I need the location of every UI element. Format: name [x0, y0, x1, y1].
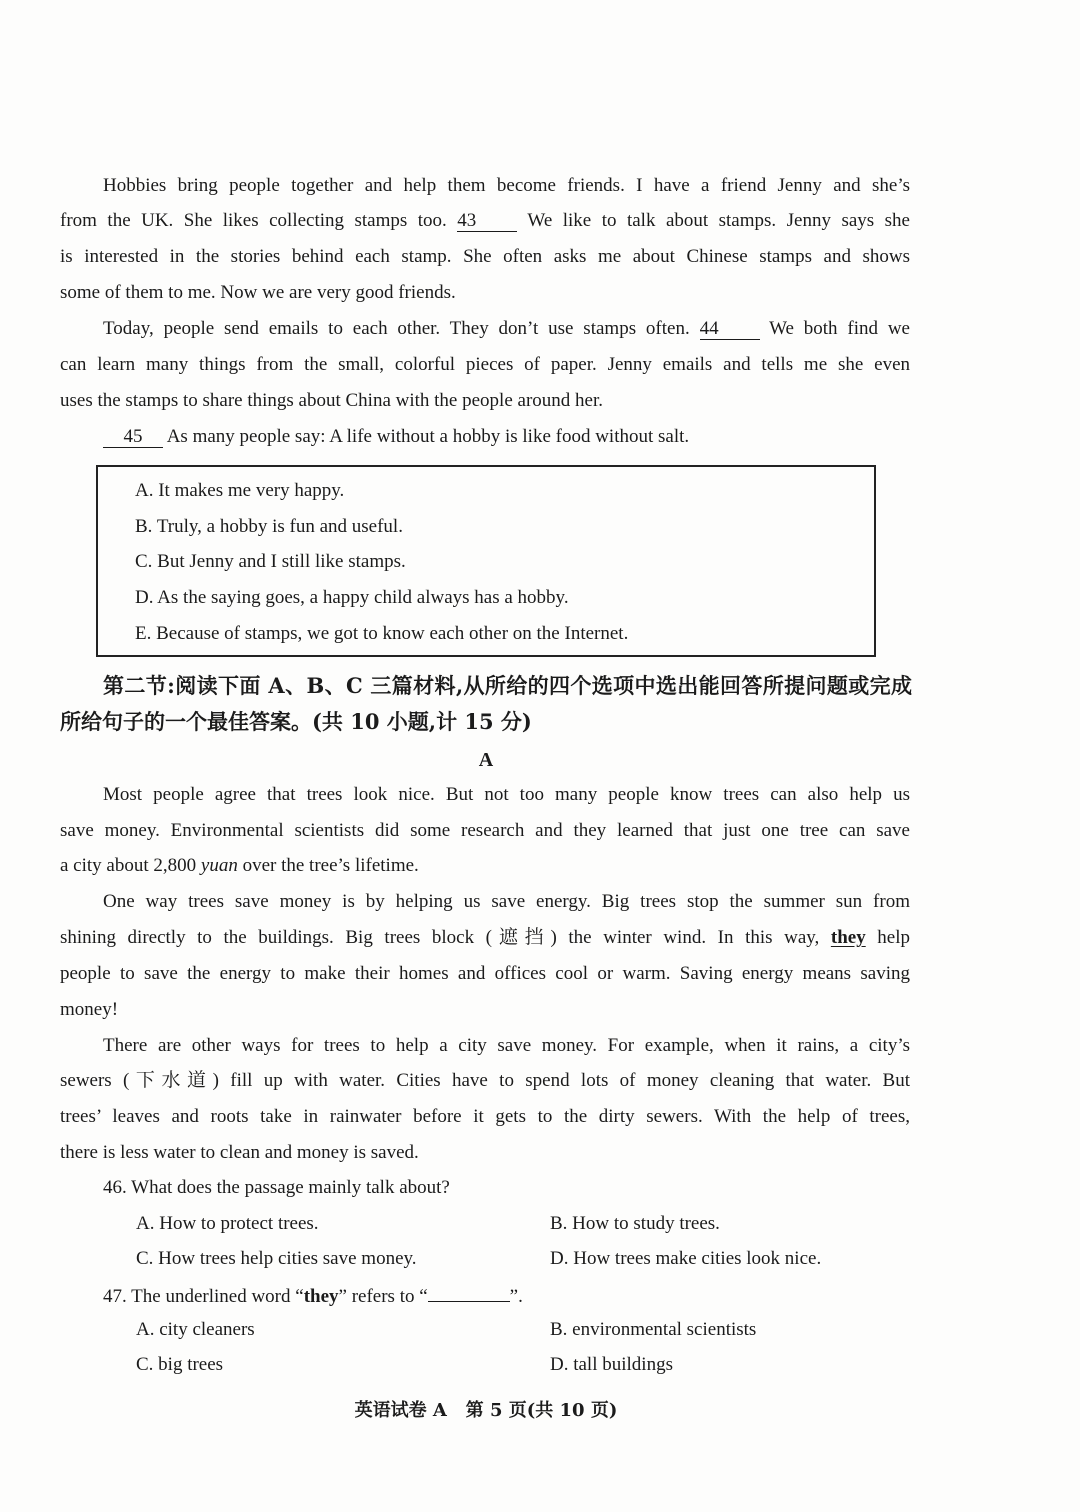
- option-b: B. Truly, a hobby is fun and useful.: [135, 516, 403, 537]
- cloze-text: Today, people send emails to each other. They don’t use stamps often.: [103, 318, 690, 339]
- q47-option-c: C. big trees: [136, 1354, 224, 1375]
- cloze-text: We both find we: [769, 318, 910, 339]
- section-heading: 所给句子的一个最佳答案。(共 10 小题,计 15 分): [60, 709, 532, 734]
- passage-line: money!: [60, 999, 119, 1020]
- cloze-line: uses the stamps to share things about China with the people around her.: [60, 390, 603, 411]
- answer-blank: [428, 1283, 510, 1302]
- passage-line: There are other ways for trees to help a city save money. For example, when it rains, a city’s: [103, 1035, 910, 1056]
- passage-line: [60, 926, 910, 950]
- cloze-text: We like to talk about stamps. Jenny says she: [527, 210, 910, 231]
- passage-line: save money. Environmental scientists did some research and they learned that just one tree can save: [60, 820, 910, 841]
- passage-line: One way trees save money is by helping us save energy. Big trees stop the summer sun from: [103, 891, 910, 912]
- passage-text: a city about 2,800: [60, 855, 201, 876]
- cloze-line: can learn many things from the small, colorful pieces of paper. Jenny emails and tells me she even: [60, 354, 910, 375]
- cloze-text: As many people say: A life without a hobby is like food without salt.: [166, 426, 690, 447]
- passage-line: there is less water to clean and money is saved.: [60, 1142, 419, 1163]
- q46-option-b: B. How to study trees.: [550, 1213, 720, 1234]
- question-text: ” refers to “: [338, 1286, 428, 1307]
- cloze-line: some of them to me. Now we are very good friends.: [60, 282, 456, 303]
- cloze-text: from the UK. She likes collecting stamps too.: [60, 210, 447, 231]
- passage-text: help: [877, 927, 910, 948]
- question-text: ”.: [509, 1286, 523, 1307]
- q47-option-d: D. tall buildings: [550, 1354, 673, 1375]
- q46-option-d: D. How trees make cities look nice.: [550, 1248, 822, 1269]
- underlined-word: they: [830, 927, 866, 948]
- passage-line: trees’ leaves and roots take in rainwater before it gets to the dirty sewers. With the help of trees,: [60, 1106, 910, 1127]
- question-text: 47. The underlined word “: [103, 1286, 304, 1307]
- cloze-line: [60, 209, 910, 233]
- passage-title: A: [478, 749, 494, 771]
- passage-text: shining directly to the buildings. Big trees block (遮挡) the winter wind. In this way,: [60, 927, 820, 948]
- cloze-line: [103, 425, 910, 449]
- blank-44: 44: [700, 319, 760, 340]
- option-c: C. But Jenny and I still like stamps.: [135, 551, 406, 572]
- passage-line: people to save the energy to make their homes and offices cool or warm. Saving energy means saving: [60, 963, 910, 984]
- blank-45: 45: [103, 427, 163, 448]
- cloze-line: is interested in the stories behind each stamp. She often asks me about Chinese stamps and shows: [60, 246, 910, 267]
- q47-option-b: B. environmental scientists: [550, 1319, 757, 1340]
- paper-name: 英语试卷 A: [354, 1400, 447, 1421]
- q46-option-a: A. How to protect trees.: [136, 1213, 319, 1234]
- option-d: D. As the saying goes, a happy child always has a hobby.: [135, 587, 569, 608]
- page-footer: [60, 1398, 912, 1424]
- q46-option-c: C. How trees help cities save money.: [136, 1248, 417, 1269]
- option-e: E. Because of stamps, we got to know each other on the Internet.: [135, 623, 629, 644]
- cloze-line: Hobbies bring people together and help them become friends. I have a friend Jenny and she’s: [103, 175, 910, 196]
- passage-text: over the tree’s lifetime.: [237, 855, 419, 876]
- q47-option-a: A. city cleaners: [136, 1319, 255, 1340]
- question-46-stem: 46. What does the passage mainly talk about?: [103, 1177, 450, 1198]
- page-number: 第 5 页(共 10 页): [465, 1400, 618, 1421]
- option-a: A. It makes me very happy.: [135, 480, 345, 501]
- passage-line: sewers (下水道) fill up with water. Cities have to spend lots of money cleaning that water. But: [60, 1070, 910, 1091]
- blank-43: 43: [457, 211, 517, 232]
- bold-word: they: [303, 1286, 339, 1307]
- italic-word: yuan: [200, 855, 238, 876]
- passage-line: [60, 854, 910, 878]
- cloze-line: [103, 317, 910, 341]
- passage-line: Most people agree that trees look nice. But not too many people know trees can also help us: [103, 784, 910, 805]
- question-47-stem: [103, 1283, 910, 1307]
- section-heading: 第二节:阅读下面 A、B、C 三篇材料,从所给的四个选项中选出能回答所提问题或完成: [103, 673, 912, 698]
